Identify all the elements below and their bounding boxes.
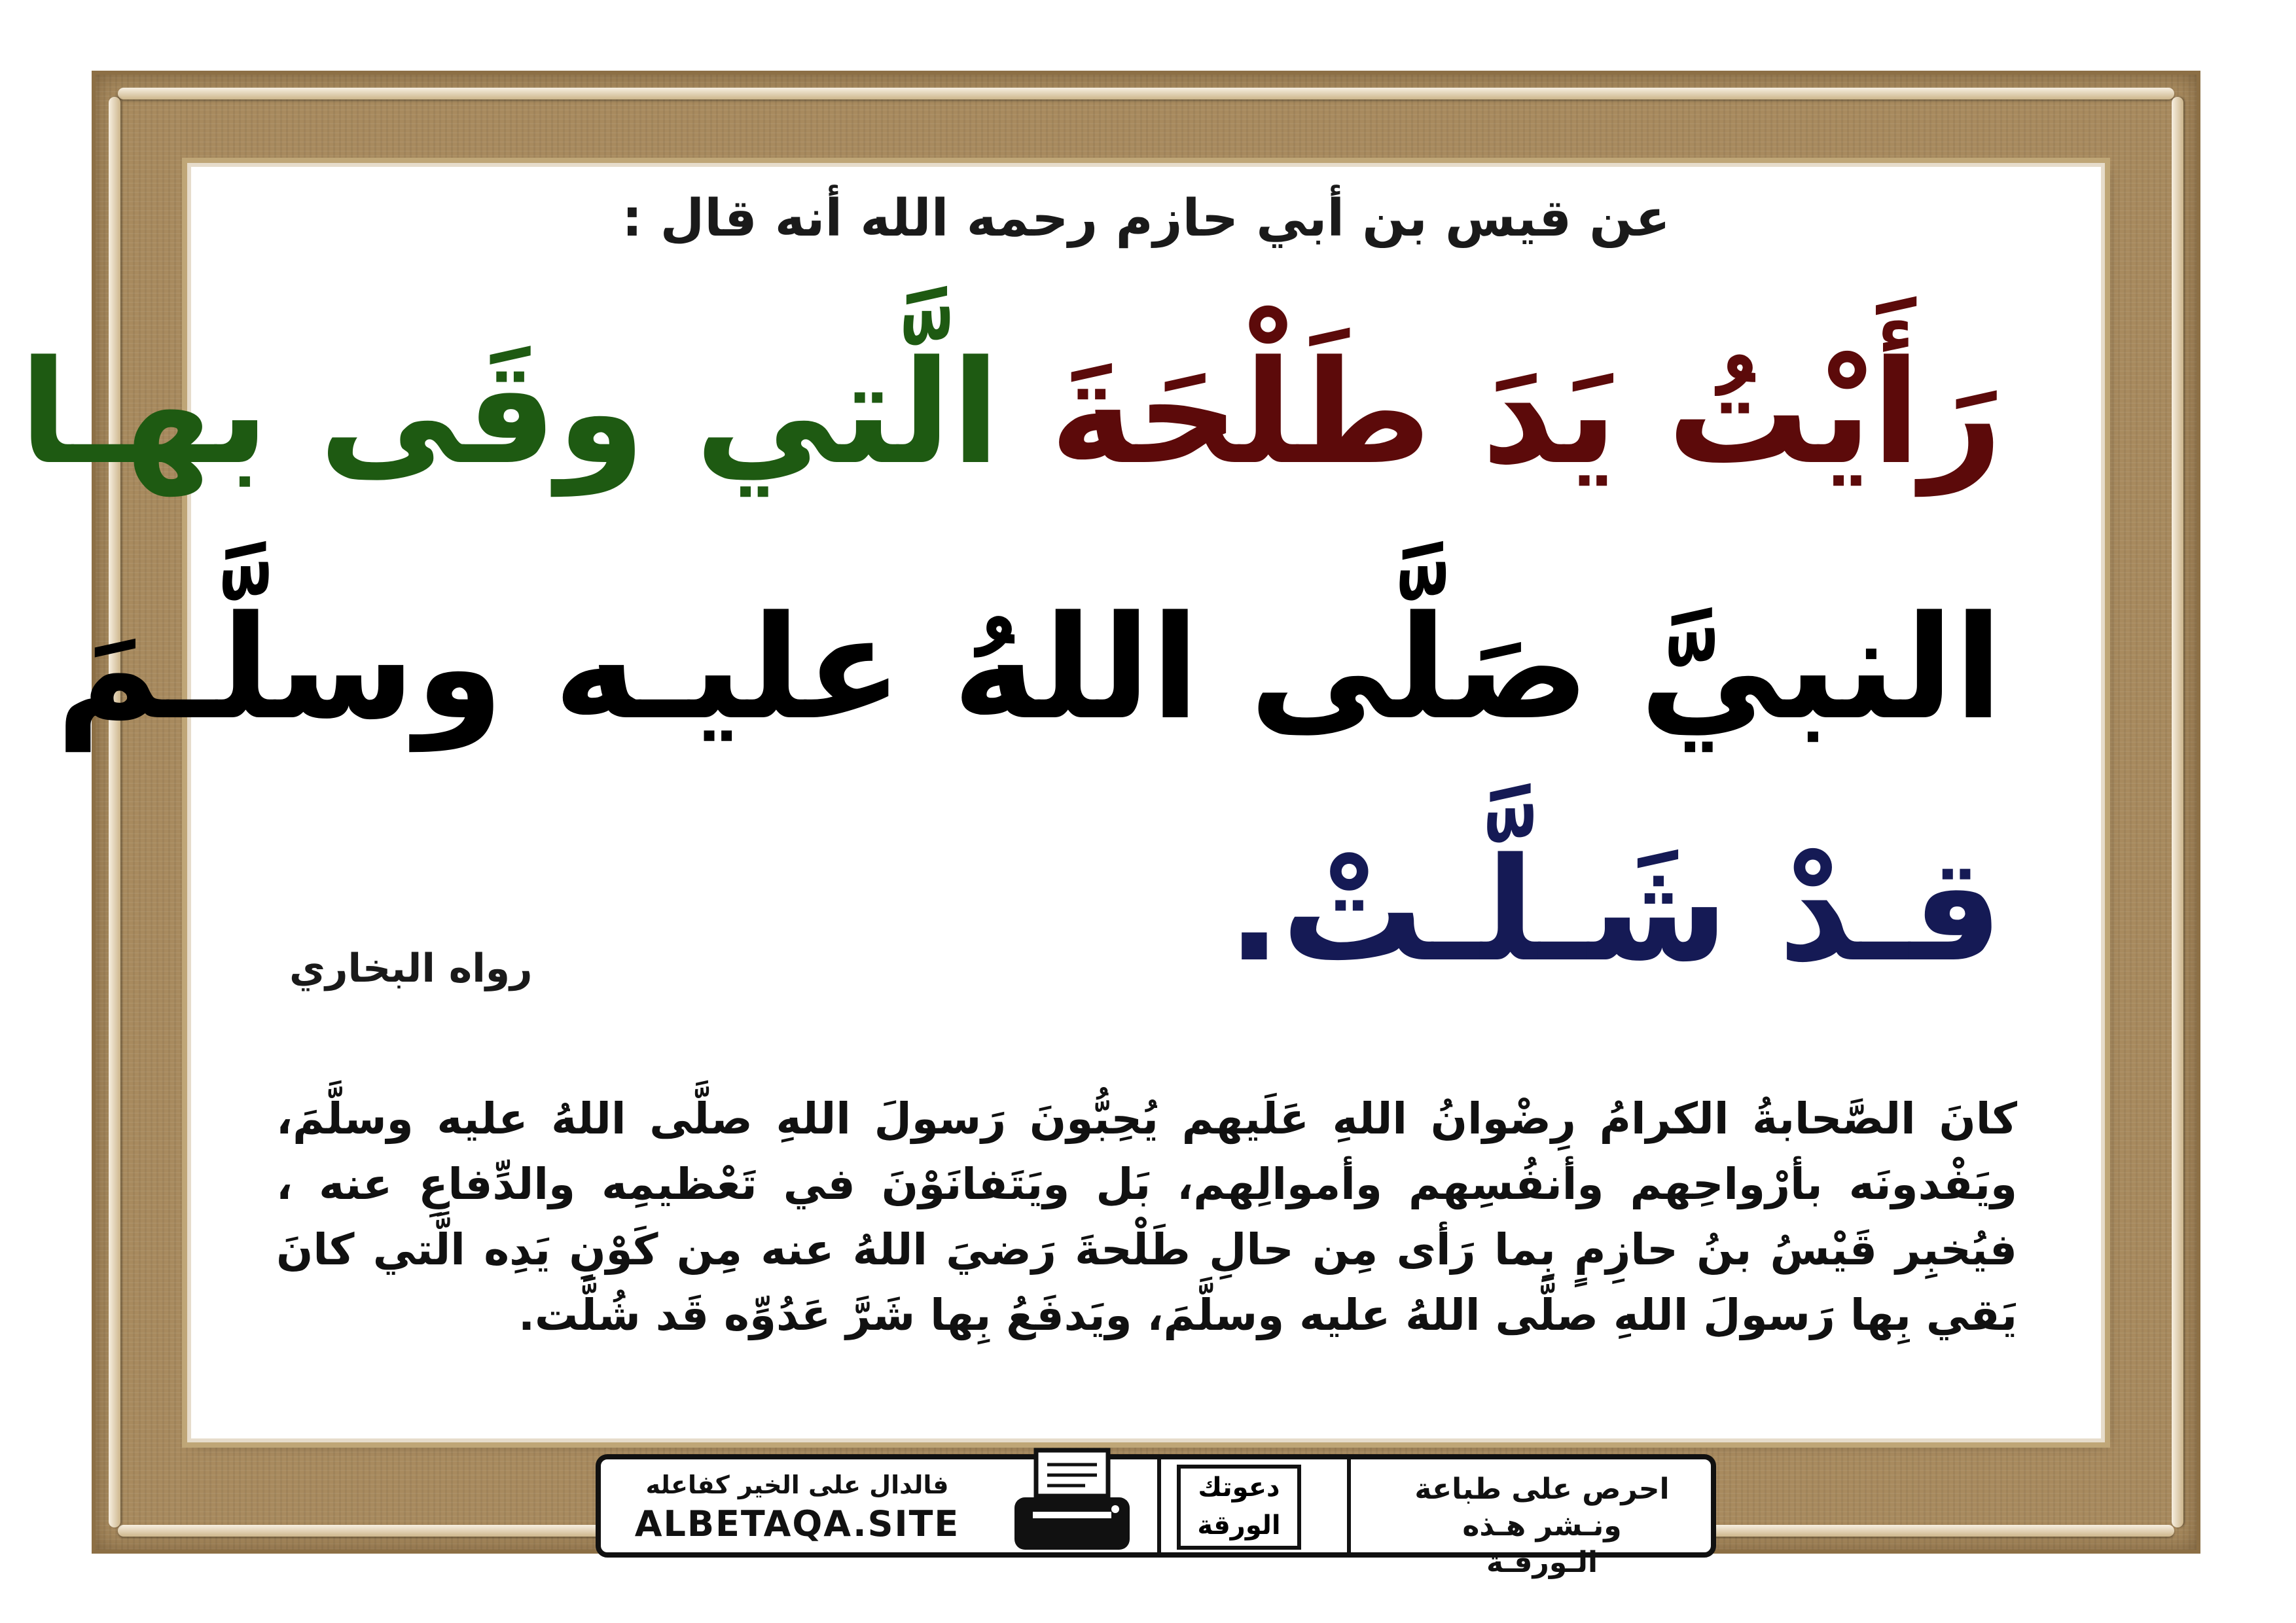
print-urge: [1405, 1471, 1679, 1581]
footer-bar: [596, 1454, 1716, 1579]
quote-line-1-part-2: الَّتي وقَى بهـا: [19, 330, 1001, 496]
quote-line-1: [19, 330, 2003, 496]
footer-divider-middle: [1157, 1459, 1161, 1552]
intro-line: عن قيس بن أبي حازم رحمه الله أنه قال :: [622, 189, 1670, 248]
content-panel: [19, 167, 2101, 1438]
explanation-paragraph: كانَ الصَّحابةُ الكرامُ رِضْوانُ اللهِ عَلَيهم يُحِبُّونَ رَسولَ اللهِ صلَّى اللهُ عليه وسلَّمَ، ويَفْدونَه بأرْواحِهم وأنفُسِهم وأموالِهم، بَل ويَتَفانَوْنَ في تَعْظيمِه والدِّفاعِ عنه ، فيُخبِر قَيْسُ بنُ حازِمٍ بِما رَأى مِن حالِ طَلْحةَ رَضيَ اللهُ عنه مِن كَوْنِ يَدِه الَّتي كانَ يَقي بِها رَسولَ اللهِ صلَّى اللهُ عليه وسلَّمَ، ويَدفَعُ بِها شَرَّ عَدُوِّه قَد شُلَّت.: [276, 1094, 2017, 1340]
dawa-logo: [1177, 1465, 1301, 1550]
print-urge-line-1: احرص على طباعة: [1414, 1472, 1670, 1506]
quote-line-1-part-1: رَأَيْتُ يَدَ طَلْحَةَ: [1049, 330, 2003, 496]
quote-line-3: قـدْ شَـلَّـتْ.: [1227, 828, 2003, 993]
footer-divider-right: [1347, 1459, 1351, 1552]
frame-groove-top: [118, 88, 2174, 99]
dawa-logo-text: دعوتك الورقة: [1197, 1472, 1281, 1541]
site-block: [627, 1469, 967, 1547]
printer-icon: [1007, 1446, 1138, 1558]
frame-groove-right: [2172, 97, 2183, 1527]
site-url[interactable]: ALBETAQA.SITE: [634, 1503, 960, 1544]
site-motto: فالدال على الخير كفاعله: [645, 1471, 949, 1499]
frame-groove-left: [109, 97, 120, 1527]
hadith-source: رواه البخاري: [289, 946, 533, 991]
quote-line-2: النبيَّ صَلَّى اللهُ عليـه وسلَّـمَ: [56, 586, 2003, 751]
print-urge-line-2: ونـشر هـذه الـورقـة: [1462, 1509, 1622, 1579]
